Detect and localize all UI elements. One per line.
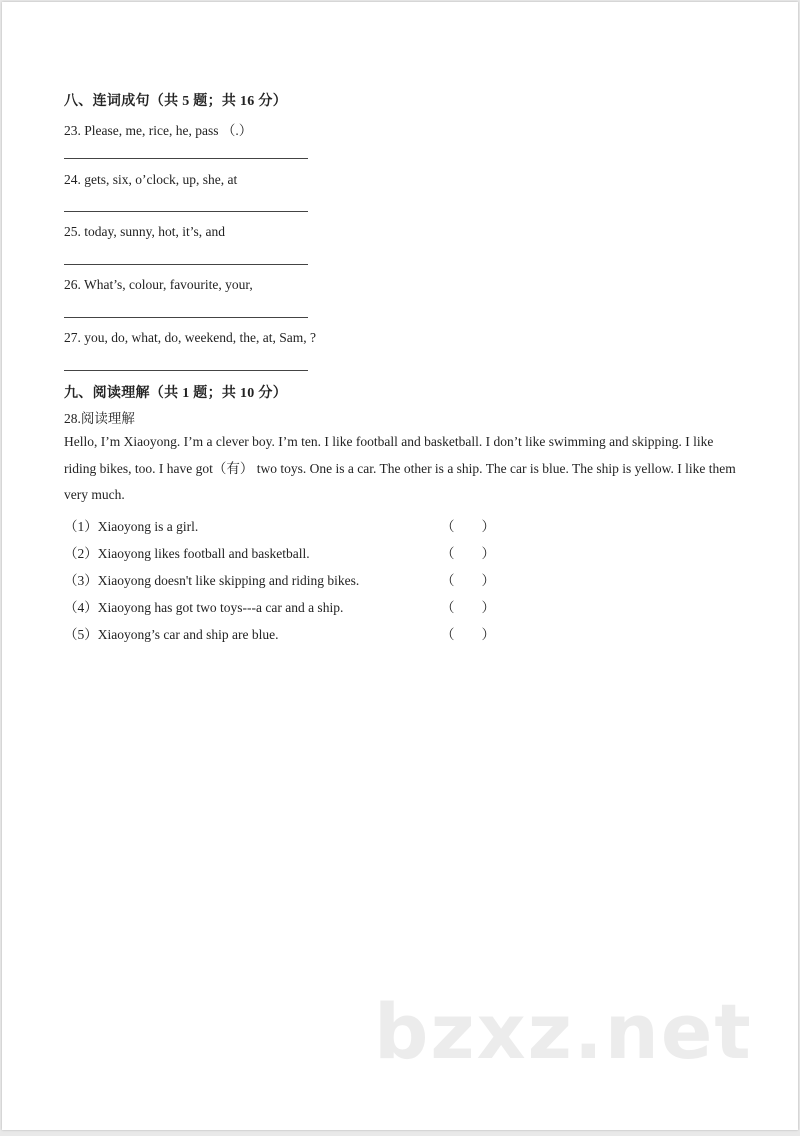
answer-line-23 xyxy=(64,158,308,159)
document-page xyxy=(2,2,798,1130)
answer-line-25 xyxy=(64,264,308,265)
answer-bracket-5: （ ） xyxy=(441,627,495,642)
judgment-item-3: （3）Xiaoyong doesn't like skipping and riding bikes. xyxy=(64,573,360,588)
judgment-item-2: （2）Xiaoyong likes football and basketball. xyxy=(64,546,310,561)
answer-line-26 xyxy=(64,317,308,318)
question-24: 24. gets, six, o’clock, up, she, at xyxy=(64,172,238,187)
judgment-item-1: （1）Xiaoyong is a girl. xyxy=(64,519,199,534)
question-26: 26. What’s, colour, favourite, your, xyxy=(64,277,253,292)
answer-bracket-2: （ ） xyxy=(441,546,495,561)
answer-line-24 xyxy=(64,211,308,212)
question-28-label: 28.阅读理解 xyxy=(64,411,135,426)
answer-bracket-3: （ ） xyxy=(441,573,495,588)
reading-passage: Hello, I’m Xiaoyong. I’m a clever boy. I’m ten. I like football and basketball. I don’t like swimming and skipping. I like riding bikes, too. I have got（有） two toys. One is a car. The other is a ship. The car is blue. The ship is yellow. I like them very much. xyxy=(64,434,736,502)
answer-line-27 xyxy=(64,370,308,371)
section9-title: 九、阅读理解（共 1 题；共 10 分） xyxy=(64,386,287,401)
answer-bracket-1: （ ） xyxy=(441,519,495,534)
question-25: 25. today, sunny, hot, it’s, and xyxy=(64,224,225,239)
judgment-item-4: （4）Xiaoyong has got two toys---a car and a ship. xyxy=(64,600,344,615)
answer-bracket-4: （ ） xyxy=(441,600,495,615)
judgment-item-5: （5）Xiaoyong’s car and ship are blue. xyxy=(64,627,279,642)
section8-title: 八、连词成句（共 5 题；共 16 分） xyxy=(64,94,287,109)
watermark-logo: bzxz.net xyxy=(374,987,753,1076)
question-23: 23. Please, me, rice, he, pass （.） xyxy=(64,123,253,138)
question-27: 27. you, do, what, do, weekend, the, at, Sam, ? xyxy=(64,330,316,345)
